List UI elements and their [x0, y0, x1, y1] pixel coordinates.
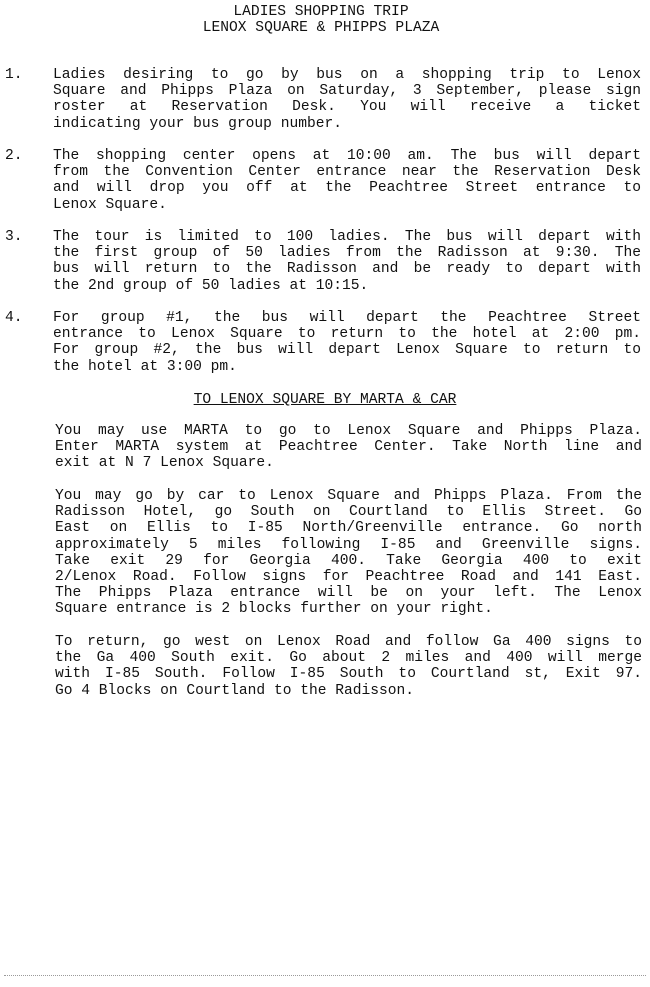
text-line: The tour is limited to 100 ladies. The bus will depart with	[53, 229, 641, 245]
text-line: Radisson Hotel, go South on Courtland to Ellis Street. Go	[55, 504, 642, 521]
item-number: 2.	[5, 148, 23, 164]
text-line: exit at N 7 Lenox Square.	[55, 455, 274, 472]
text-line: the first group of 50 ladies from the Radisson at 9:30. The	[53, 245, 641, 262]
document-subtitle: LENOX SQUARE & PHIPPS PLAZA	[202, 20, 440, 36]
text-line: The shopping center opens at 10:00 am. The bus will depart	[53, 148, 641, 164]
text-line: approximately 5 miles following I-85 and Greenville signs.	[55, 536, 642, 553]
text-line: Square and Phipps Plaza on Saturday, 3 September, please sign	[53, 83, 641, 100]
text-line: the 2nd group of 50 ladies at 10:15.	[53, 277, 369, 294]
text-line: entrance to Lenox Square to return to the hotel at 2:00 pm.	[53, 326, 641, 343]
item-text	[53, 148, 641, 213]
text-line: bus will return to the Radisson and be ready to depart with	[53, 261, 641, 278]
text-line: roster at Reservation Desk. You will receive a ticket	[53, 99, 641, 116]
text-line: 2/Lenox Road. Follow signs for Peachtree Road and 141 East.	[55, 569, 642, 586]
text-line: East on Ellis to I-85 North/Greenville entrance. Go north	[55, 520, 642, 537]
item-text	[53, 229, 641, 294]
text-line: Lenox Square.	[53, 196, 167, 213]
section-heading: TO LENOX SQUARE BY MARTA & CAR	[193, 392, 457, 408]
text-line: from the Convention Center entrance near the Reservation Desk	[53, 164, 641, 181]
text-line: To return, go west on Lenox Road and follow Ga 400 signs to	[55, 634, 642, 650]
scan-artifact-divider	[4, 972, 646, 976]
item-text	[53, 310, 641, 375]
text-line: You may go by car to Lenox Square and Phipps Plaza. From the	[55, 488, 642, 504]
item-number: 4.	[5, 310, 23, 326]
item-text	[53, 67, 641, 132]
paragraph	[55, 423, 642, 472]
text-line: Ladies desiring to go by bus on a shopping trip to Lenox	[53, 67, 641, 83]
text-line: For group #2, the bus will depart Lenox Square to return to	[53, 342, 641, 359]
text-line: the Ga 400 South exit. Go about 2 miles and 400 will merge	[55, 650, 642, 667]
text-line: Enter MARTA system at Peachtree Center. Take North line and	[55, 439, 642, 456]
text-line: For group #1, the bus will depart the Peachtree Street	[53, 310, 641, 326]
text-line: the hotel at 3:00 pm.	[53, 358, 237, 375]
item-number: 1.	[5, 67, 23, 83]
text-line: and will drop you off at the Peachtree Street entrance to	[53, 180, 641, 197]
text-line: Go 4 Blocks on Courtland to the Radisson.	[55, 682, 415, 699]
text-line: The Phipps Plaza entrance will be on your left. The Lenox	[55, 585, 642, 602]
text-line: Square entrance is 2 blocks further on your right.	[55, 601, 493, 618]
document-title: LADIES SHOPPING TRIP	[233, 4, 409, 20]
text-line: You may use MARTA to go to Lenox Square and Phipps Plaza.	[55, 423, 642, 439]
text-line: Take exit 29 for Georgia 400. Take Georgia 400 to exit	[55, 552, 642, 569]
paragraph	[55, 488, 642, 618]
item-number: 3.	[5, 229, 23, 245]
text-line: indicating your bus group number.	[53, 115, 343, 132]
text-line: with I-85 South. Follow I-85 South to Courtland st, Exit 97.	[55, 666, 642, 683]
paragraph	[55, 634, 642, 699]
